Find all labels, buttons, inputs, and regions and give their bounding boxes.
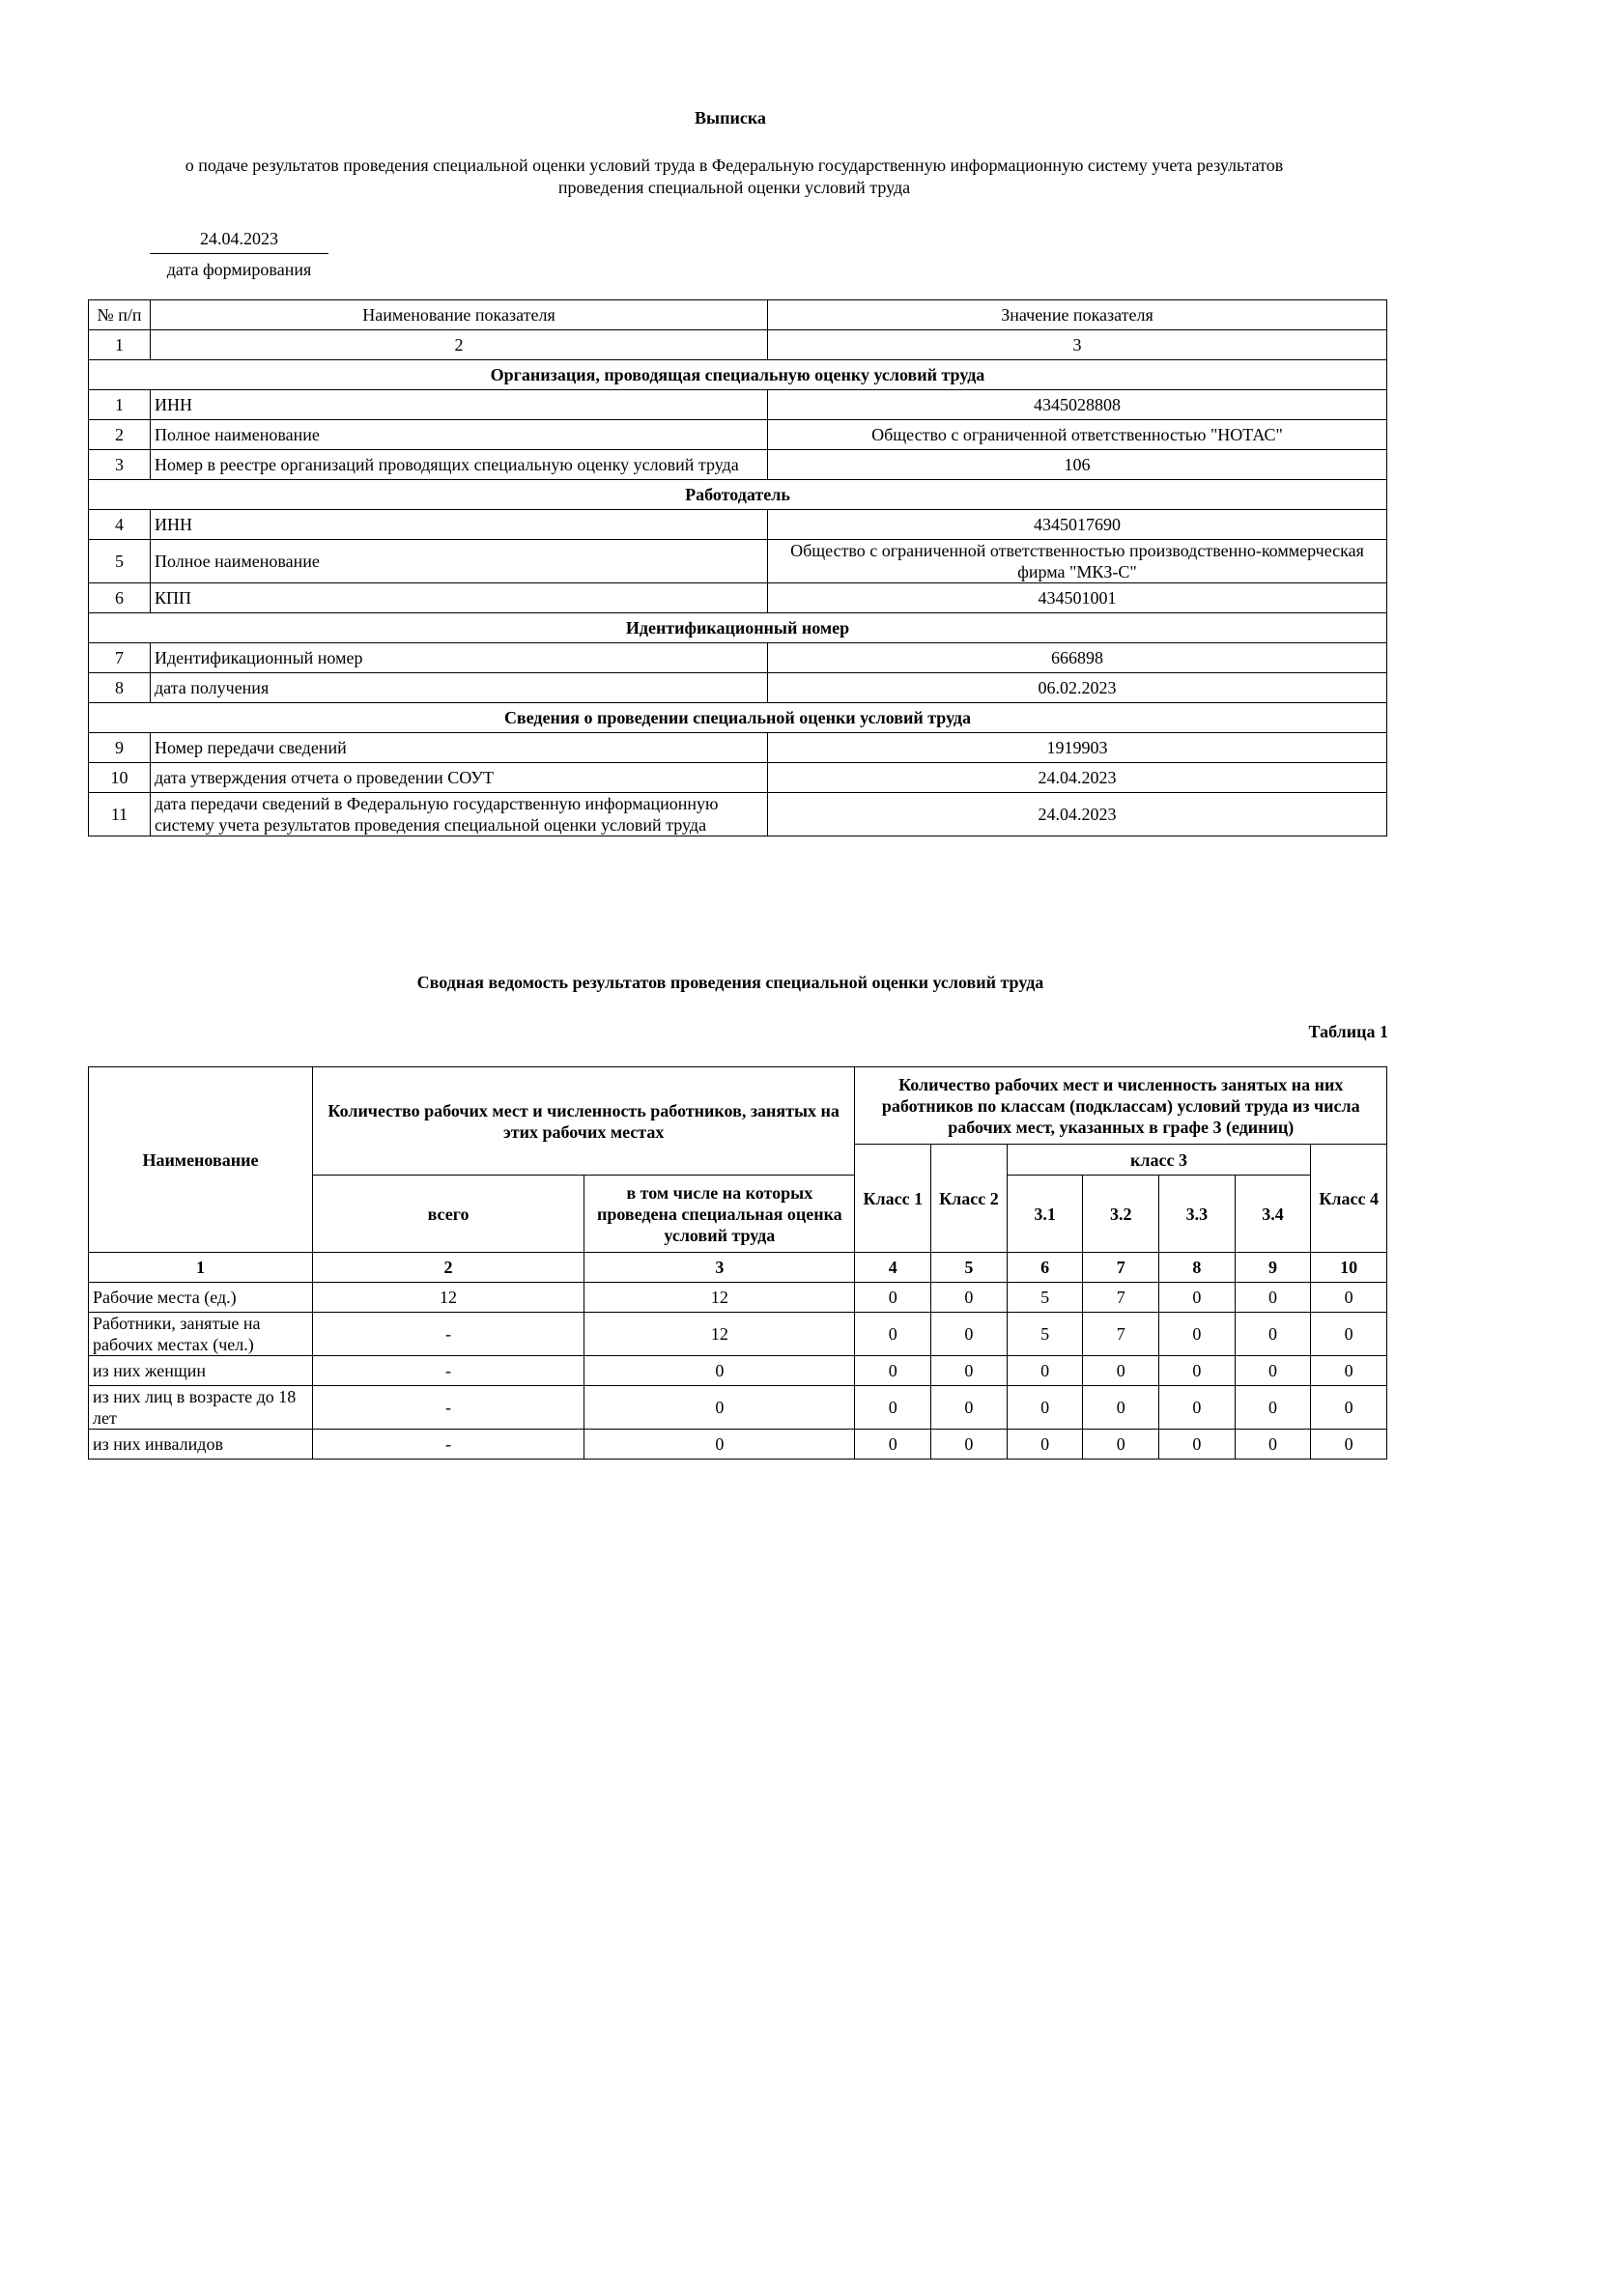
info-row-value: 06.02.2023 <box>768 673 1387 703</box>
formation-date-caption: дата формирования <box>166 260 312 279</box>
table-label: Таблица 1 <box>1308 1022 1388 1041</box>
summary-row <box>89 1430 1387 1460</box>
summary-row <box>89 1356 1387 1386</box>
info-row-value: 24.04.2023 <box>768 763 1387 793</box>
summary-row-value: 0 <box>1159 1313 1236 1356</box>
summary-row-value: - <box>312 1386 584 1430</box>
summary-row-value: 5 <box>1007 1283 1083 1313</box>
summary-row <box>89 1313 1387 1356</box>
summary-header-class3: класс 3 <box>1007 1145 1311 1176</box>
summary-row-value: 0 <box>584 1430 855 1460</box>
info-row <box>89 450 1387 480</box>
info-row-value: 4345028808 <box>768 390 1387 420</box>
info-header-row <box>89 300 1387 330</box>
summary-row-name: из них женщин <box>89 1356 313 1386</box>
info-row-num: 5 <box>89 540 151 583</box>
summary-colnum-9: 9 <box>1235 1253 1311 1283</box>
info-row-num: 2 <box>89 420 151 450</box>
info-row-value: 666898 <box>768 643 1387 673</box>
summary-header-class4: Класс 4 <box>1311 1145 1387 1253</box>
summary-row-value: 0 <box>584 1386 855 1430</box>
formation-date-block <box>150 226 328 280</box>
summary-row <box>89 1283 1387 1313</box>
summary-header-sub32: 3.2 <box>1083 1176 1159 1253</box>
summary-column-numbers-row <box>89 1253 1387 1283</box>
summary-colnum-7: 7 <box>1083 1253 1159 1283</box>
summary-row-value: 0 <box>1083 1430 1159 1460</box>
info-row-name: Идентификационный номер <box>151 643 768 673</box>
summary-header-row-1 <box>89 1067 1387 1145</box>
summary-row-name: из них инвалидов <box>89 1430 313 1460</box>
info-row <box>89 540 1387 583</box>
summary-row <box>89 1386 1387 1430</box>
subtitle-line-1: о подаче результатов проведения специальной оценки условий труда в Федеральную государственную информационную систему учета результатов <box>185 156 1284 175</box>
info-row <box>89 763 1387 793</box>
info-section-row <box>89 703 1387 733</box>
summary-colnum-6: 6 <box>1007 1253 1083 1283</box>
summary-row-value: 0 <box>931 1356 1008 1386</box>
info-section-title: Работодатель <box>89 480 1387 510</box>
summary-row-value: - <box>312 1313 584 1356</box>
summary-row-value: 5 <box>1007 1313 1083 1356</box>
info-header-value: Значение показателя <box>768 300 1387 330</box>
info-section-row <box>89 480 1387 510</box>
document-subtitle <box>87 155 1381 199</box>
summary-row-value: 0 <box>1235 1386 1311 1430</box>
info-row <box>89 733 1387 763</box>
summary-row-value: 0 <box>931 1283 1008 1313</box>
summary-colnum-5: 5 <box>931 1253 1008 1283</box>
info-row-name: дата получения <box>151 673 768 703</box>
info-row-name: ИНН <box>151 510 768 540</box>
summary-row-value: - <box>312 1356 584 1386</box>
summary-colnum-10: 10 <box>1311 1253 1387 1283</box>
summary-row-value: 0 <box>931 1386 1008 1430</box>
info-row-name: ИНН <box>151 390 768 420</box>
summary-row-value: 0 <box>1311 1283 1387 1313</box>
summary-row-value: - <box>312 1430 584 1460</box>
summary-table-body <box>89 1283 1387 1460</box>
summary-colnum-8: 8 <box>1159 1253 1236 1283</box>
summary-header-sub31: 3.1 <box>1007 1176 1083 1253</box>
summary-colnum-3: 3 <box>584 1253 855 1283</box>
info-row <box>89 390 1387 420</box>
info-row-name: Номер в реестре организаций проводящих специальную оценку условий труда <box>151 450 768 480</box>
summary-header-name: Наименование <box>89 1067 313 1253</box>
summary-row-value: 0 <box>1311 1313 1387 1356</box>
info-numbering-2: 2 <box>151 330 768 360</box>
summary-header-class1: Класс 1 <box>855 1145 931 1253</box>
summary-row-value: 7 <box>1083 1313 1159 1356</box>
summary-row-value: 0 <box>931 1430 1008 1460</box>
summary-row-value: 0 <box>855 1430 931 1460</box>
summary-row-name: Работники, занятые на рабочих местах (чел.) <box>89 1313 313 1356</box>
info-row-num: 11 <box>89 793 151 836</box>
summary-row-value: 0 <box>855 1313 931 1356</box>
summary-colnum-1: 1 <box>89 1253 313 1283</box>
info-section-title: Сведения о проведении специальной оценки условий труда <box>89 703 1387 733</box>
info-row-value: 106 <box>768 450 1387 480</box>
summary-header-sub34: 3.4 <box>1235 1176 1311 1253</box>
summary-row-value: 0 <box>1235 1283 1311 1313</box>
summary-header-class2: Класс 2 <box>931 1145 1008 1253</box>
summary-title: Сводная ведомость результатов проведения специальной оценки условий труда <box>416 973 1044 992</box>
summary-row-value: 12 <box>584 1283 855 1313</box>
info-row-num: 8 <box>89 673 151 703</box>
info-row <box>89 510 1387 540</box>
summary-row-value: 0 <box>1311 1430 1387 1460</box>
info-table <box>88 299 1387 836</box>
summary-row-value: 0 <box>1311 1356 1387 1386</box>
info-row <box>89 673 1387 703</box>
info-row-name: КПП <box>151 583 768 613</box>
info-row-value: 24.04.2023 <box>768 793 1387 836</box>
info-header-name: Наименование показателя <box>151 300 768 330</box>
info-row-num: 9 <box>89 733 151 763</box>
info-section-row <box>89 360 1387 390</box>
summary-row-value: 0 <box>855 1356 931 1386</box>
info-row-value: Общество с ограниченной ответственностью производственно-коммерческая фирма "МКЗ-С" <box>768 540 1387 583</box>
summary-colnum-4: 4 <box>855 1253 931 1283</box>
subtitle-line-2: проведения специальной оценки условий труда <box>557 178 911 197</box>
summary-row-value: 0 <box>1007 1356 1083 1386</box>
summary-row-value: 0 <box>1007 1386 1083 1430</box>
info-row-value: Общество с ограниченной ответственностью "НОТАС" <box>768 420 1387 450</box>
summary-row-value: 0 <box>1159 1386 1236 1430</box>
summary-table <box>88 1066 1387 1460</box>
summary-row-value: 0 <box>1159 1430 1236 1460</box>
info-row <box>89 583 1387 613</box>
info-row <box>89 420 1387 450</box>
summary-row-value: 0 <box>855 1386 931 1430</box>
summary-row-value: 0 <box>1083 1356 1159 1386</box>
info-numbering-3: 3 <box>768 330 1387 360</box>
info-row-name: Полное наименование <box>151 420 768 450</box>
summary-row-value: 0 <box>1311 1386 1387 1430</box>
summary-row-value: 0 <box>1235 1356 1311 1386</box>
summary-header-sub33: 3.3 <box>1159 1176 1236 1253</box>
info-row-value: 1919903 <box>768 733 1387 763</box>
info-numbering-row <box>89 330 1387 360</box>
summary-header-workplaces: Количество рабочих мест и численность работников, занятых на этих рабочих местах <box>312 1067 855 1176</box>
info-row-value: 434501001 <box>768 583 1387 613</box>
info-row-num: 10 <box>89 763 151 793</box>
info-numbering-1: 1 <box>89 330 151 360</box>
info-row-num: 7 <box>89 643 151 673</box>
info-header-num: № п/п <box>89 300 151 330</box>
summary-row-value: 0 <box>931 1313 1008 1356</box>
info-row-name: Номер передачи сведений <box>151 733 768 763</box>
summary-row-value: 0 <box>1235 1313 1311 1356</box>
formation-date-value: 24.04.2023 <box>150 226 328 254</box>
summary-row-value: 12 <box>584 1313 855 1356</box>
summary-row-value: 0 <box>1159 1283 1236 1313</box>
info-row-name: Полное наименование <box>151 540 768 583</box>
info-row-num: 3 <box>89 450 151 480</box>
info-row-value: 4345017690 <box>768 510 1387 540</box>
info-row <box>89 643 1387 673</box>
summary-row-value: 0 <box>1007 1430 1083 1460</box>
summary-row-name: из них лиц в возрасте до 18 лет <box>89 1386 313 1430</box>
info-row-num: 6 <box>89 583 151 613</box>
summary-row-value: 0 <box>1083 1386 1159 1430</box>
document-title: Выписка <box>695 108 766 128</box>
info-section-row <box>89 613 1387 643</box>
info-row-name: дата утверждения отчета о проведении СОУТ <box>151 763 768 793</box>
summary-row-value: 12 <box>312 1283 584 1313</box>
summary-colnum-2: 2 <box>312 1253 584 1283</box>
summary-header-assessed: в том числе на которых проведена специальная оценка условий труда <box>584 1176 855 1253</box>
summary-row-value: 0 <box>584 1356 855 1386</box>
summary-row-value: 0 <box>1159 1356 1236 1386</box>
summary-row-value: 0 <box>855 1283 931 1313</box>
info-row-num: 4 <box>89 510 151 540</box>
summary-header-total: всего <box>312 1176 584 1253</box>
summary-row-name: Рабочие места (ед.) <box>89 1283 313 1313</box>
info-row-name: дата передачи сведений в Федеральную государственную информационную систему учета результатов проведения специальной оценки условий труда <box>151 793 768 836</box>
summary-row-value: 0 <box>1235 1430 1311 1460</box>
summary-header-classes: Количество рабочих мест и численность занятых на них работников по классам (подклассам) условий труда из числа рабочих мест, указанных в графе 3 (единиц) <box>855 1067 1387 1145</box>
info-row-num: 1 <box>89 390 151 420</box>
info-table-body <box>89 300 1387 836</box>
summary-row-value: 7 <box>1083 1283 1159 1313</box>
info-section-title: Организация, проводящая специальную оценку условий труда <box>89 360 1387 390</box>
info-row <box>89 793 1387 836</box>
info-section-title: Идентификационный номер <box>89 613 1387 643</box>
